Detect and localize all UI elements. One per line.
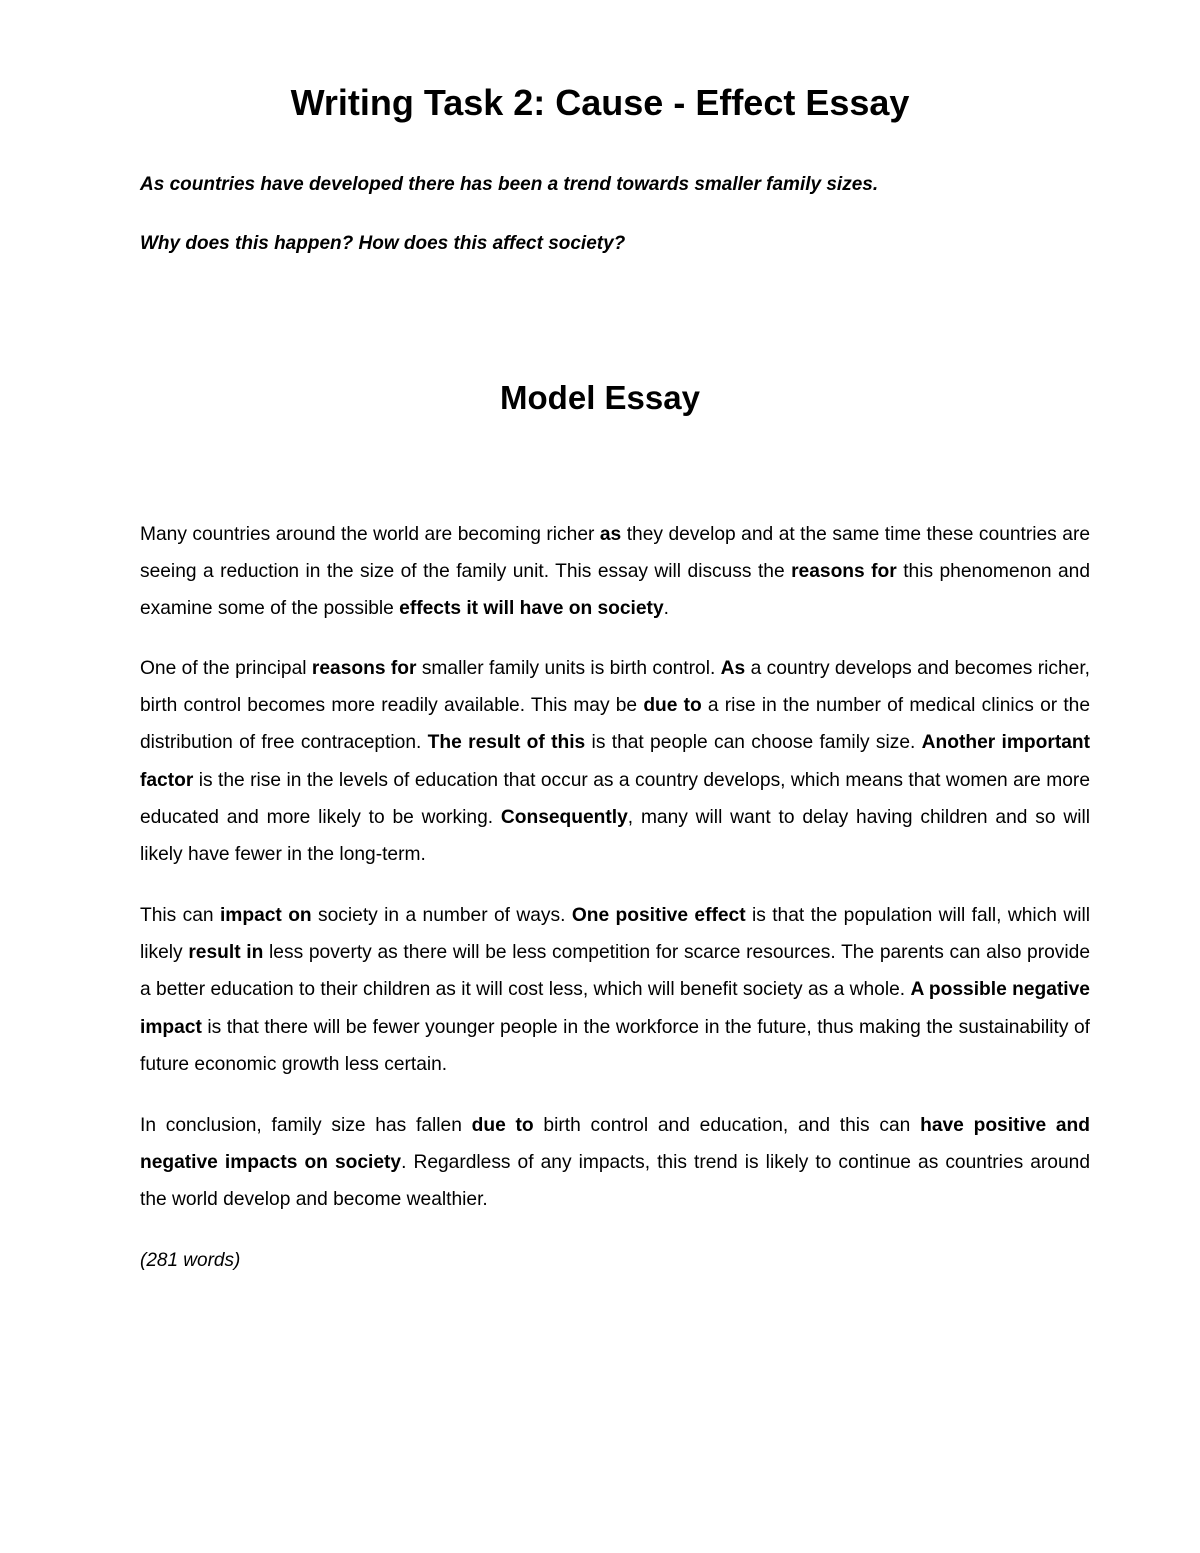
essay-prompt-statement: As countries have developed there has been a trend towards smaller family sizes. — [140, 174, 879, 195]
section-title: Model Essay — [500, 379, 700, 416]
emphasized-phrase: have positive and negative impacts on society — [140, 1115, 1091, 1174]
emphasized-phrase: Consequently — [500, 806, 628, 828]
paragraph-text: is that the population will fall, which will likely — [140, 905, 1090, 964]
emphasized-phrase: reasons for — [791, 561, 897, 583]
emphasized-phrase: A possible negative impact — [140, 979, 1090, 1038]
paragraph-text: Many countries around the world are becoming richer — [140, 524, 600, 545]
paragraph-text: less poverty as there will be less competition for scarce resources. The parents can also provide a better education to their children as it will cost less, which will benefit society as a whole. — [140, 942, 1090, 1001]
document-title: Writing Task 2: Cause - Effect Essay — [290, 82, 910, 123]
paragraph-text: is that there will be fewer younger people in the workforce in the future, thus making the sustainability of future economic growth less certain. — [140, 1016, 1090, 1075]
paragraph-text: . Regardless of any impacts, this trend is likely to continue as countries around the world develop and become wealthier. — [140, 1152, 1090, 1211]
word-count: (281 words) — [140, 1250, 241, 1271]
paragraph-text: society in a number of ways. — [311, 905, 572, 926]
paragraph-text: this phenomenon and examine some of the possible — [140, 561, 1090, 620]
paragraph-text: One of the principal — [140, 658, 312, 679]
essay-paragraph-effects — [140, 897, 1090, 1083]
paragraph-text: birth control and education, and this can — [533, 1115, 921, 1136]
essay-prompt-questions: Why does this happen? How does this affect society? — [140, 233, 626, 254]
emphasized-phrase: effects it will have on society — [399, 598, 664, 620]
paragraph-text: , many will want to delay having children and so will likely have fewer in the long-term. — [140, 806, 1091, 866]
emphasized-phrase: due to — [643, 695, 702, 717]
essay-paragraph-introduction — [140, 516, 1090, 628]
paragraph-text: In conclusion, family size has fallen — [140, 1115, 472, 1136]
paragraph-text: smaller family units is birth control. — [416, 658, 721, 679]
emphasized-phrase: impact on — [219, 905, 312, 926]
paragraph-text: is that people can choose family size. — [585, 732, 922, 754]
paragraph-text: is the rise in the levels of education that occur as a country develops, which means that women are more educated and more likely to be working. — [140, 769, 1090, 828]
paragraph-text: . — [663, 598, 669, 620]
emphasized-phrase: result in — [188, 942, 264, 964]
emphasized-phrase: Another important factor — [140, 732, 1090, 791]
emphasized-phrase: due to — [471, 1115, 534, 1136]
emphasized-phrase: As — [720, 658, 746, 679]
paragraph-text: a rise in the number of medical clinics or the distribution of free contraception. — [140, 695, 1090, 754]
paragraph-text: This can — [140, 905, 220, 926]
emphasized-phrase: The result of this — [427, 732, 586, 754]
paragraph-text: they develop and at the same time these countries are seeing a reduction in the size of the family unit. This essay will discuss the — [140, 524, 1091, 583]
paragraph-text: a country develops and becomes richer, birth control becomes more readily available. This may be — [140, 658, 1090, 717]
emphasized-phrase: One positive effect — [571, 905, 746, 926]
essay-paragraph-causes — [140, 650, 1090, 873]
emphasized-phrase: reasons for — [311, 658, 417, 679]
essay-paragraph-conclusion — [140, 1107, 1090, 1219]
emphasized-phrase: as — [599, 524, 622, 545]
